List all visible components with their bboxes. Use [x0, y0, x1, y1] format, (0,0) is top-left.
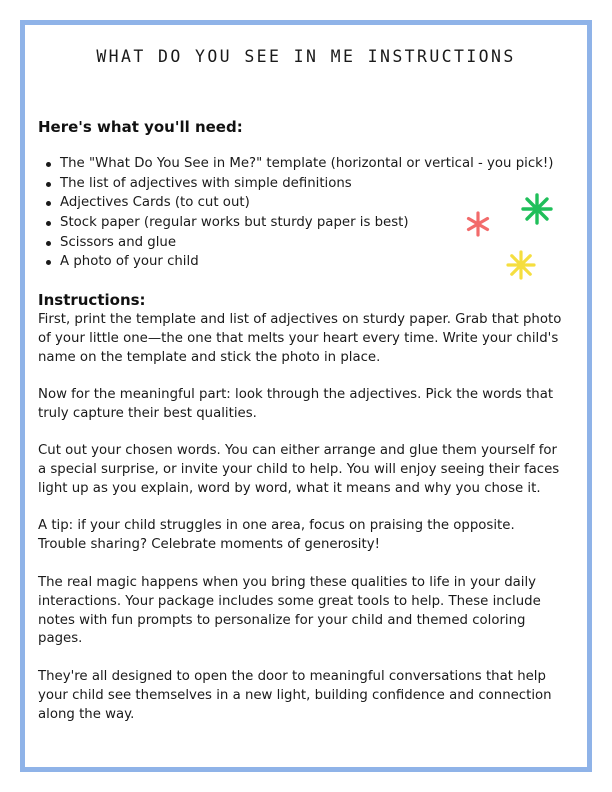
instruction-paragraph [38, 442, 578, 498]
text-line: a special surprise, or invite your child to help. You will enjoy seeing their faces [38, 461, 560, 477]
text-line: truly capture their best qualities. [38, 405, 257, 421]
text-line: notes with fun prompts to personalize for your child and themed coloring [38, 612, 526, 628]
text-line: pages. [38, 631, 83, 647]
list-item: The "What Do You See in Me?" template (horizontal or vertical - you pick!) [40, 154, 553, 174]
instruction-paragraph [38, 386, 578, 424]
list-item: Adjectives Cards (to cut out) [40, 193, 553, 213]
instruction-paragraph [38, 311, 578, 367]
instruction-paragraph [38, 574, 578, 649]
text-line: name on the template and stick the photo in place. [38, 349, 381, 365]
needs-heading: Here's what you'll need: [38, 118, 243, 136]
instruction-paragraph [38, 517, 578, 555]
text-line: A tip: if your child struggles in one area, focus on praising the opposite. [38, 518, 515, 533]
asterisk-star-icon [505, 249, 537, 281]
page-title: WHAT DO YOU SEE IN ME INSTRUCTIONS [96, 47, 516, 66]
text-line: Now for the meaningful part: look through the adjectives. Pick the words that [38, 387, 554, 402]
text-line: Trouble sharing? Celebrate moments of generosity! [38, 536, 380, 552]
text-line: your child see themselves in a new light, building confidence and connection [38, 687, 552, 703]
text-line: interactions. Your package includes some great tools to help. These include [38, 593, 541, 609]
list-item: The list of adjectives with simple definitions [40, 174, 553, 194]
list-item: Stock paper (regular works but sturdy paper is best) [40, 213, 553, 233]
asterisk-star-icon [463, 209, 493, 239]
instruction-paragraph [38, 668, 578, 724]
asterisk-star-icon [520, 192, 554, 226]
text-line: First, print the template and list of adjectives on sturdy paper. Grab that photo [38, 312, 562, 327]
text-line: along the way. [38, 706, 135, 722]
list-item: A photo of your child [40, 252, 553, 272]
text-line: Cut out your chosen words. You can either arrange and glue them yourself for [38, 443, 558, 458]
list-item: Scissors and glue [40, 233, 553, 253]
text-line: light up as you explain, word by word, what it means and why you chose it. [38, 480, 541, 496]
text-line: The real magic happens when you bring these qualities to life in your daily [38, 575, 537, 590]
instructions-heading: Instructions: [38, 291, 146, 309]
text-line: They're all designed to open the door to meaningful conversations that help [38, 669, 546, 684]
text-line: of your little one—the one that melts your heart every time. Write your child's [38, 330, 559, 346]
